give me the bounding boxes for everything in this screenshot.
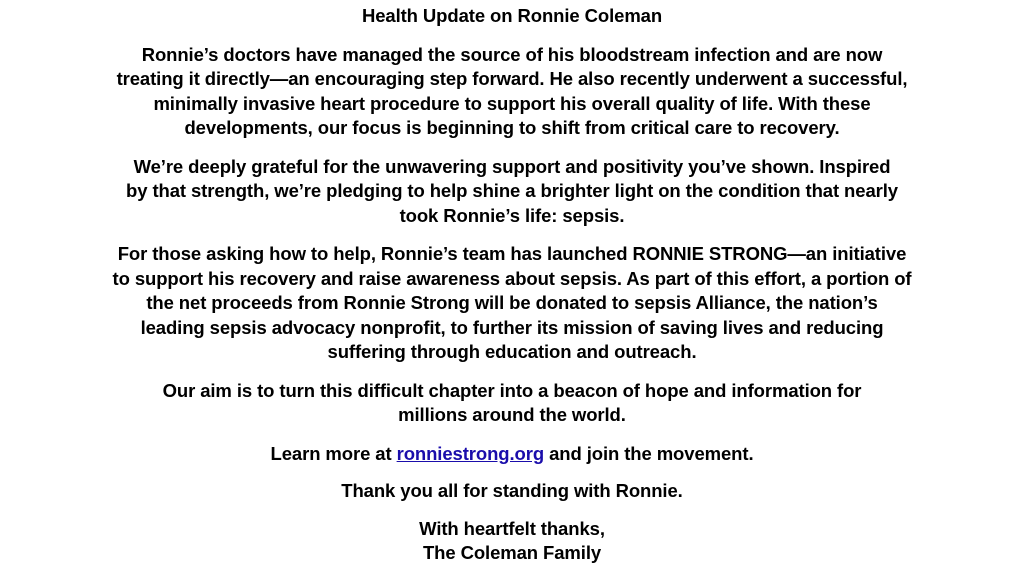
paragraph-recovery-update: Ronnie’s doctors have managed the source of his bloodstream infection and are now treating it directly—an encouraging step forward. He also recently underwent a successful, minimally invasive heart procedure to support his overall quality of life. With these developments, our focus is beginning to shift from critical care to recovery. — [116, 43, 908, 138]
paragraph-gratitude: We’re deeply grateful for the unwavering support and positivity you’ve shown. Inspired by that strength, we’re pledging to help shine a brighter light on the condition that nearly took Ronnie’s life: sepsis. — [126, 155, 898, 226]
paragraph-ronnie-strong: For those asking how to help, Ronnie’s team has launched RONNIE STRONG—an initiative to support his recovery and raise awareness about sepsis. As part of this effort, a portion of the net proceeds from Ronnie Strong will be donated to sepsis Alliance, the nation’s leading sepsis advocacy nonprofit, to further its mission of saving lives and reducing suffering through education and outreach. — [112, 243, 912, 362]
document-title: Health Update on Ronnie Coleman — [361, 5, 663, 26]
learn-more-suffix: and join the movement. — [544, 442, 754, 464]
signoff-line-1: With heartfelt thanks, — [419, 517, 605, 539]
learn-more-prefix: Learn more at — [270, 442, 397, 464]
learn-more-line — [0, 442, 1024, 467]
signoff-line-2: The Coleman Family — [422, 542, 602, 563]
ronniestrong-link[interactable]: ronniestrong.org — [396, 442, 545, 464]
thank-you-line: Thank you all for standing with Ronnie. — [341, 480, 683, 501]
paragraph-aim: Our aim is to turn this difficult chapter into a beacon of hope and information for millions around the world. — [162, 379, 862, 425]
